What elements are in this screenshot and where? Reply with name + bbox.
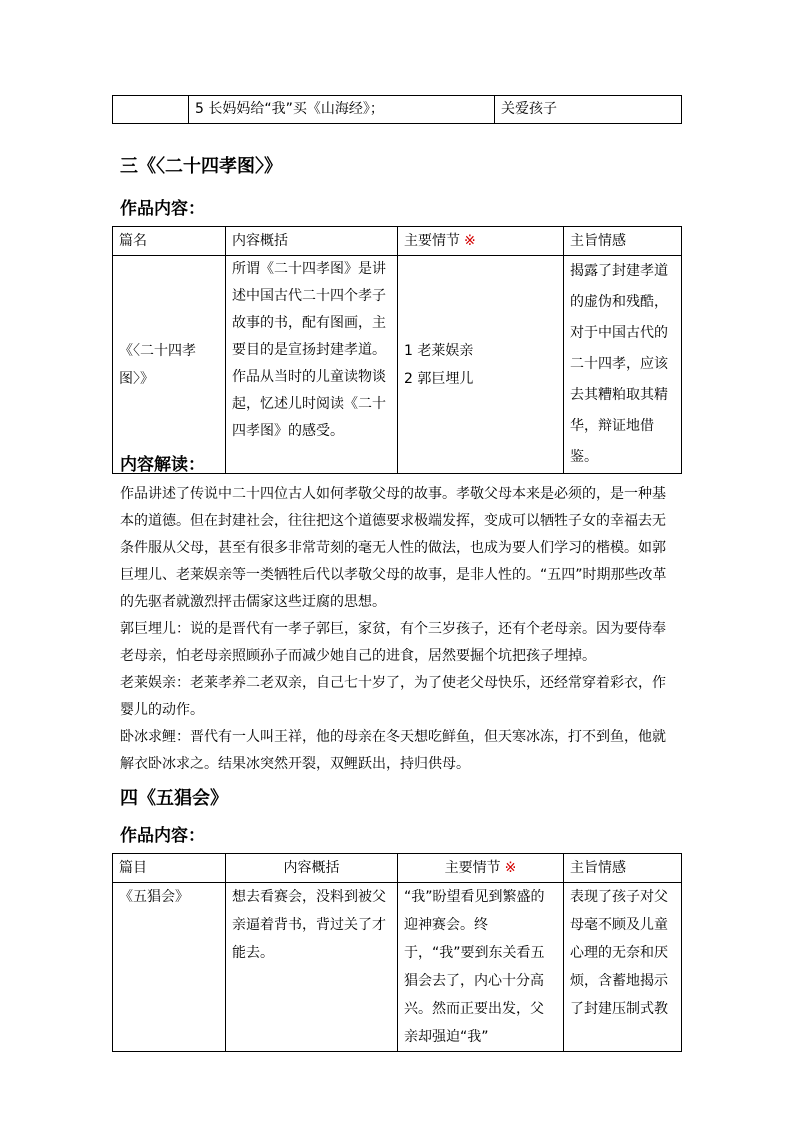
section3-content-label: 作品内容： [120,199,205,219]
paragraph: 作品讲述了传说中二十四位古人如何孝敬父母的故事。孝敬父母本来是必须的，是一种基本的道德。但在封建社会，往往把这个道德要求极端发挥，变成可以牺牲子女的幸福去无条件服从父母，甚至有很多非常苛刻的毫无人性的做法，也成为要人们学习的楷模。如郭巨埋儿、老莱娱亲等一类牺牲后代以孝敬父母的故事，是非人性的。“五四”时期那些改革的先驱者就激烈抨击儒家这些迂腐的思想。 [120,486,667,610]
table-cell [398,256,564,474]
table-cell [113,256,226,474]
interpretation-label: 内容解读： [120,455,205,475]
header-cell: 内容概括 [226,854,398,883]
header-cell: 篇目 [113,854,226,883]
plot-item: 1 老莱娱亲 [404,342,474,359]
table-cell [113,96,189,124]
important-mark-icon: ※ [504,860,517,876]
section4-table [112,853,682,1052]
table-header-row [113,854,682,883]
paragraph: 郭巨埋儿：说的是晋代有一孝子郭巨，家贫，有个三岁孩子，还有个老母亲。因为要侍奉老母亲，怕老母亲照顾孙子而减少她自己的进食，居然要掘个坑把孩子埋掉。 [120,621,666,664]
header-cell: 篇名 [113,227,226,256]
header-cell: 主旨情感 [564,227,682,256]
section3-table [112,226,682,474]
header-cell: 主旨情感 [564,854,682,883]
table-row [113,256,682,474]
plot-item: 2 郭巨埋儿 [404,370,474,387]
table-cell: 表现了孩子对父母毫不顾及儿童心理的无奈和厌烦，含蓄地揭示了封建压制式教 [564,883,682,1052]
section4-content-label: 作品内容： [120,826,205,846]
table-cell: “我”盼望看见到繁盛的迎神赛会。终于，“我”要到东关看五猖会去了，内心十分高兴。然而正要出发，父亲却强迫“我” [398,883,564,1052]
header-cell: 主要情节 ※ [398,227,564,256]
table-cell: 《五猖会》 [113,883,226,1052]
header-cell: 主要情节 ※ [398,854,564,883]
top-table [112,95,682,124]
section4-heading: 四《五猖会》 [120,788,228,809]
table-header-row [113,227,682,256]
table-cell: 所谓《二十四孝图》是讲述中国古代二十四个孝子故事的书，配有图画，主要目的是宣扬封建孝道。作品从当时的儿童读物谈起，忆述儿时阅读《二十四孝图》的感受。 [226,256,398,474]
important-mark-icon: ※ [464,233,476,249]
table-row [113,96,682,124]
paragraph: 卧冰求鲤：晋代有一人叫王祥，他的母亲在冬天想吃鲜鱼，但天寒冰冻，打不到鱼，他就解衣卧冰求之。结果冰突然开裂，双鲤跃出，持归供母。 [120,729,666,772]
interpretation-body [120,481,676,778]
section3-heading: 三《〈二十四孝图〉》 [120,156,282,177]
table-row [113,883,682,1052]
table-cell: 关爱孩子 [495,96,682,124]
paragraph: 老莱娱亲：老莱孝养二老双亲，自己七十岁了，为了使老父母快乐，还经常穿着彩衣，作婴儿的动作。 [120,675,666,718]
work-title: 《〈二十四孝图〉》 [119,342,196,387]
table-cell: 揭露了封建孝道的虚伪和残酷，对于中国古代的二十四孝，应该去其糟粕取其精华，辩证地借鉴。 [564,256,682,474]
table-cell: 5 长妈妈给“我”买《山海经》； [189,96,495,124]
header-cell: 内容概括 [226,227,398,256]
table-cell: 想去看赛会，没料到被父亲逼着背书，背过关了才能去。 [226,883,398,1052]
